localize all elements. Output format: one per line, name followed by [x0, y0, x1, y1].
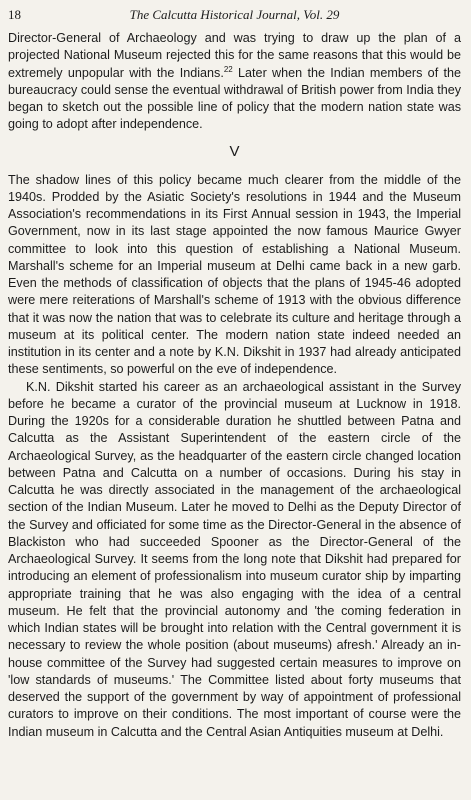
paragraph-2: The shadow lines of this policy became much clearer from the middle of the 1940s. Prodded by the Asiatic Society's resolutions in 1944 and the Museum Association's recommendations in its First Annual session in 1943, the Imperial Government, now in its last stage appointed the now famous Maurice Gwyer committee to look into this question of establishing a National Museum. Marshall's scheme for an Imperial museum at Delhi came back in a new garb. Even the methods of classification of objects that the plans of 1945-46 adopted were mere reiterations of Marshall's scheme of 1913 with the obvious difference that it was now the nation that was to celebrate its culture and heritage through a museum at its political center. The modern nation state indeed needed an institution in its center and a note by K.N. Dikshit in 1937 had already anticipated these sentiments, so powerful on the eve of independence. [8, 172, 461, 377]
paragraph-3: K.N. Dikshit started his career as an archaeological assistant in the Survey before he became a curator of the provincial museum at Lucknow in 1918. During the 1920s for a considerable duration he shuttled between Patna and Calcutta as the Assistant Superintendent of the eastern circle of the Archaeological Survey, as the headquarter of the eastern circle changed location between Patna and Calcutta on a number of occasions. During his stay in Calcutta he was directly associated in the management of the archaeological section of the Indian Museum. Later he moved to Delhi as the Deputy Director of the Survey and officiated for some time as the Director-General in the absence of Blackiston who had succeeded Spooner as the Director-General of the Archaeological Survey. It seems from the long note that Dikshit had prepared for introducing an element of professionalism into museum curator ship by imparting appropriate training that he was also engaging with the idea of a central museum. He felt that the provincial autonomy and 'the coming federation in which Indian states will be brought into relation with the Central government it is necessary to review the whole position (about museums) afresh.' Already an in-house committee of the Survey had suggested certain measures to improve on 'low standards of museums.' The Committee listed about forty museums that deserved the support of the government by way of appointment of professional curators to improve on their conditions. The most important of course were the Indian museum in Calcutta and the Central Asian Antiquities museum at Delhi. [8, 379, 461, 739]
paragraph-1-text-a: Director-General of Archaeology and was trying to draw up the plan of a projected National Museum rejected this for the same reasons that this would be extremely unpopular with the Indians. [8, 31, 461, 80]
page-number: 18 [8, 7, 21, 22]
paragraph-1-text-b: Later when the Indian members of the bureaucracy could sense the eventual withdrawal of British power from India they began to sketch out the possible line of policy that the modern nation state was going to adopt after independence. [8, 65, 461, 132]
footnote-reference: 22 [223, 64, 233, 74]
running-head [8, 6, 461, 24]
section-heading: V [229, 142, 240, 160]
paragraph-1 [8, 30, 461, 134]
journal-title: The Calcutta Historical Journal, Vol. 29 [129, 7, 340, 22]
